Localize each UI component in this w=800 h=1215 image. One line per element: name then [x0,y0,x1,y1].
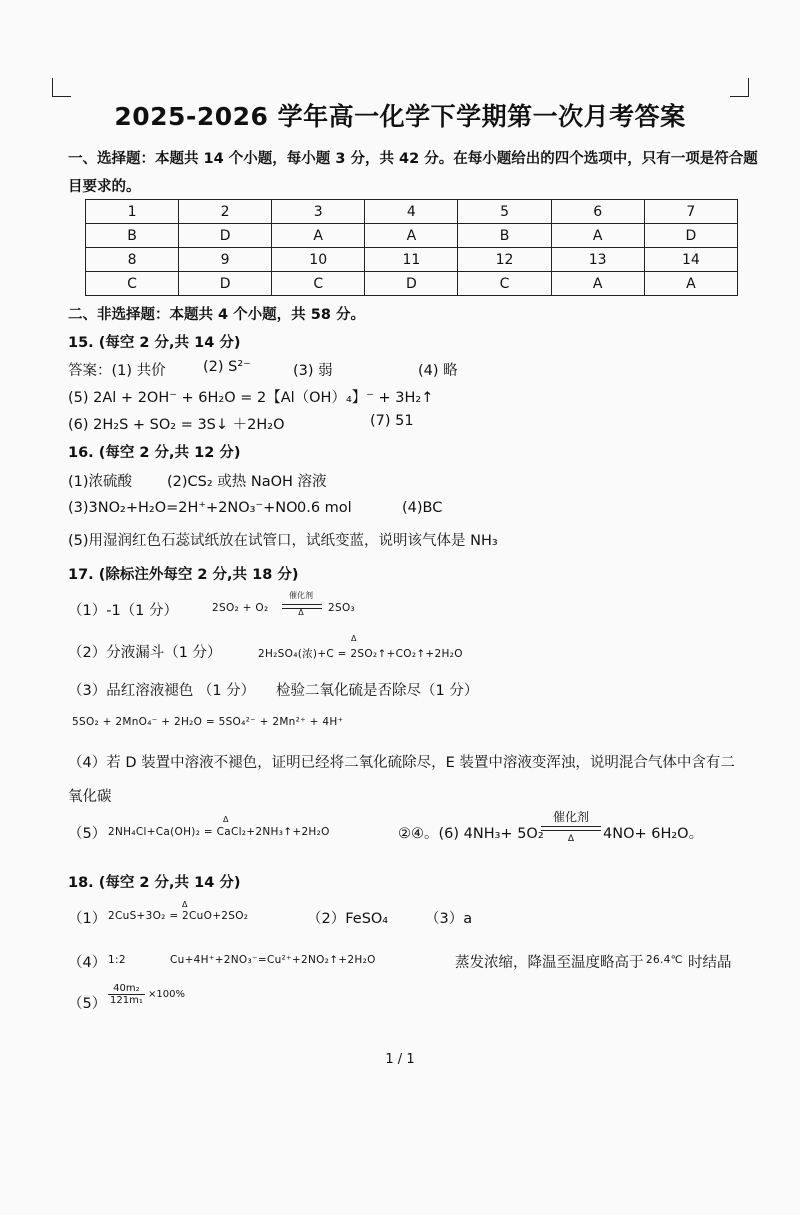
crop-mark-right [730,78,749,97]
table-row [86,224,738,248]
q15-answer-4: (4) 略 [418,363,458,379]
table-row [86,272,738,296]
q17-eq1-heat: Δ [298,608,304,617]
q18-answer-5-prefix: （5） [68,996,107,1012]
q16-answer-2: (2)CS₂ 或热 NaOH 溶液 [167,474,327,490]
table-cell: C [458,272,551,296]
table-cell: 11 [365,248,458,272]
q17-eq5: 2NH₄Cl+Ca(OH)₂ = CaCl₂+2NH₃↑+2H₂O [108,826,330,838]
page-title: 2025-2026 学年高一化学下学期第一次月考答案 [114,102,686,131]
q17-answer-4-line2: 氧化碳 [68,789,112,805]
q18-answer-4-text: 蒸发浓缩，降温至温度略高于 [455,955,644,971]
table-cell: 14 [644,248,737,272]
table-cell: A [272,224,365,248]
q17-answer-3a: （3）品红溶液褪色 （1 分） [68,683,256,699]
q16-answer-5: (5)用湿润红色石蕊试纸放在试管口，试纸变蓝，说明该气体是 NH₃ [68,533,498,549]
table-cell: 12 [458,248,551,272]
table-cell: A [644,272,737,296]
q18-eq4: Cu+4H⁺+2NO₃⁻=Cu²⁺+2NO₂↑+2H₂O [170,954,376,966]
table-cell: 8 [86,248,179,272]
section1-line2: 目要求的。 [68,179,141,195]
fraction-tail: ×100% [148,989,185,1000]
table-cell: 6 [551,200,644,224]
table-cell: 7 [644,200,737,224]
table-cell: 13 [551,248,644,272]
table-cell: 2 [179,200,272,224]
table-cell: B [86,224,179,248]
q17-answer-5-prefix: （5） [68,826,107,842]
table-cell: D [179,272,272,296]
q18-temp: 26.4℃ [646,954,683,966]
q16-answer-3b: 0.6 mol [297,500,352,516]
table-cell: C [272,272,365,296]
q18-eq1: 2CuS+3O₂ = 2CuO+2SO₂ [108,910,249,922]
q18-answer-4-prefix: （4） [68,955,107,971]
q15-answer-3: (3) 弱 [293,363,333,379]
fraction [108,983,145,1006]
q18-answer-2: （2）FeSO₄ [307,911,389,927]
page-number: 1 / 1 [385,1052,415,1067]
q18-answer-3: （3）a [425,911,473,927]
table-cell: 3 [272,200,365,224]
section2-heading: 二、非选择题：本题共 4 个小题，共 58 分。 [68,307,365,323]
table-cell: 10 [272,248,365,272]
q15-answer-7: (7) 51 [370,413,414,429]
q18-answer-1-prefix: （1） [68,911,107,927]
table-cell: 4 [365,200,458,224]
q17-eq6-heat: Δ [567,834,575,844]
q15-answer-2: (2) S²⁻ [203,359,251,375]
q17-eq1-right: 2SO₃ [328,602,356,614]
q17-eq2-heat: Δ [351,634,357,643]
q17-eq3: 5SO₂ + 2MnO₄⁻ + 2H₂O = 5SO₄²⁻ + 2Mn²⁺ + 4H⁺ [72,716,344,728]
table-cell: D [179,224,272,248]
q17-eq6-catalyst: 催化剂 [552,810,589,824]
table-row [86,200,738,224]
q17-answer-2: （2）分液漏斗（1 分） [68,645,222,661]
table-cell: C [86,272,179,296]
q16-answer-4: (4)BC [402,500,443,516]
q17-eq6-right: 4NO+ 6H₂O。 [603,826,704,842]
q17-answer-3b: 检验二氧化硫是否除尽（1 分） [276,683,479,699]
q17-answer-4-line1: （4）若 D 装置中溶液不褪色，证明已经将二氧化硫除尽，E 装置中溶液变浑浊，说明混合气体中含有二 [68,755,735,771]
q18-fraction [108,983,185,1006]
table-cell: A [551,224,644,248]
q17-eq1-left: 2SO₂ + O₂ [212,602,269,614]
q17-eq2: 2H₂SO₄(浓)+C = 2SO₂↑+CO₂↑+2H₂O [258,648,463,660]
fraction-denominator: 121m₁ [110,995,143,1006]
q15-answer-line1 [68,359,166,380]
q17-eq1-catalyst: 催化剂 [289,591,313,600]
section1-line1: 一、选择题：本题共 14 个小题，每小题 3 分，共 42 分。在每小题给出的四个选项中，只有一项是符合题 [68,151,758,167]
q17-eq5-heat: Δ [223,815,229,824]
q15-answer-5: (5) 2Al + 2OH⁻ + 6H₂O = 2【Al（OH）₄】⁻ + 3H₂↑ [68,390,434,406]
table-cell: A [551,272,644,296]
answer-table [85,199,738,296]
table-cell: 9 [179,248,272,272]
table-cell: B [458,224,551,248]
table-cell: 5 [458,200,551,224]
table-cell: 1 [86,200,179,224]
answer-prefix: 答案： [68,363,112,379]
table-cell: D [365,272,458,296]
q17-answer-1: （1）-1（1 分） [68,603,179,619]
q16-answer-3: (3)3NO₂+H₂O=2H⁺+2NO₃⁻+NO [68,500,298,516]
q17-answer-5-mid: ②④。(6) 4NH₃+ 5O₂ [398,826,544,842]
fraction-numerator: 40m₂ [108,983,145,995]
table-cell: D [644,224,737,248]
q18-eq1-heat: Δ [182,900,188,909]
q16-answer-1: (1)浓硫酸 [68,474,133,490]
q15-answer-6: (6) 2H₂S + SO₂ = 3S↓ ＋2H₂O [68,417,285,433]
q17-eq6-equals [541,826,601,831]
q15-heading: 15. (每空 2 分,共 14 分) [68,335,241,351]
table-cell: A [365,224,458,248]
q18-ratio: 1:2 [108,954,126,966]
q17-heading: 17. (除标注外每空 2 分,共 18 分) [68,567,299,583]
q18-answer-4-tail: 时结晶 [688,955,732,971]
crop-mark-left [52,78,71,97]
table-row [86,248,738,272]
q16-heading: 16. (每空 2 分,共 12 分) [68,445,241,461]
q18-heading: 18. (每空 2 分,共 14 分) [68,875,241,891]
q15-answer-1: (1) 共价 [111,363,166,379]
